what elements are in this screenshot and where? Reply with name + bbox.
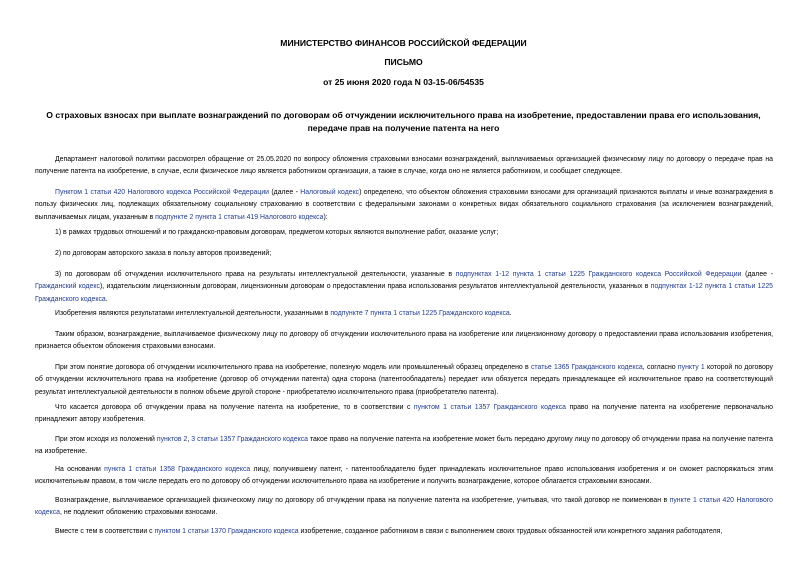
paragraph-7: Таким образом, вознаграждение, выплачиваемое физическому лицу по договору об отчуждении исключительного права на изобретение или лицензионному договору о предоставлении права использования изобретения, признается объектом обложения страховыми взносами. — [35, 331, 773, 351]
document-date-number: от 25 июня 2020 года N 03-15-06/54535 — [323, 77, 484, 87]
document-title: О страховых взносах при выплате вознаграждений по договорам об отчуждении исключительного права на изобретение, предоставлении права его использования, передаче прав на получение патента на него — [46, 110, 761, 133]
paragraph-4: 2) по договорам авторского заказа в пользу авторов произведений; — [55, 250, 272, 257]
link-art420-p1-nk[interactable]: Пунктом 1 статьи 420 Налогового кодекса Российской Федерации — [55, 189, 270, 196]
link-art1357-p1[interactable]: пунктом 1 статьи 1357 Гражданского кодекса — [413, 404, 566, 411]
paragraph-8: При этом понятие договора об отчуждении исключительного права на изобретение, полезную модель или промышленный образец определено в статье 1365 Гражданского кодекса, согласно пункту 1 которой по договору об отчуждении исключительного права на изобретение (договор об отчуждении патента) одна сторона (патентообладатель) передает или обязуется передать принадлежащее ей исключительное право на соответствующий результат интеллектуальной деятельности в полном объеме другой стороне - приобретателю исключительного права (приобретателю патента). — [35, 364, 773, 396]
paragraph-9: Что касается договора об отчуждении права на получение патента на изобретение, то в соответствии с пунктом 1 статьи 1357 Гражданского кодекса право на получение патента на изобретение первоначально принадлежит автору изобретения. — [35, 404, 773, 424]
paragraph-2: Пунктом 1 статьи 420 Налогового кодекса Российской Федерации (далее - Налоговый кодекс) определено, что объектом обложения страховыми взносами для организаций признаются выплаты и иные вознаграждения в пользу физических лиц, подлежащих обязательному социальному страхованию в соответствии с федеральными законами о конкретных видах обязательного социального страхования (за исключением вознаграждений, выплачиваемых лицам, указанным в подпункте 2 пункта 1 статьи 419 Налогового кодекса): — [35, 189, 774, 221]
link-nk[interactable]: Налоговый кодекс — [300, 189, 360, 196]
link-art1225-pp1-12[interactable]: подпунктах 1-12 пункта 1 статьи 1225 Гражданского кодекса — [35, 283, 773, 303]
link-art1225-pp1-12-gk[interactable]: подпунктах 1-12 пункта 1 статьи 1225 Гражданского кодекса Российской Федерации — [455, 271, 742, 278]
paragraph-1: Департамент налоговой политики рассмотрел обращение от 25.05.2020 по вопросу обложения страховыми взносами вознаграждений, выплачиваемых организацией физическому лицу по договору о передаче прав на получение патента на изобретение, в случае, если физическое лицо является работником организации, а также в случае, когда оно не является работником, и сообщает следующее. — [35, 156, 773, 176]
ministry-heading: МИНИСТЕРСТВО ФИНАНСОВ РОССИЙСКОЙ ФЕДЕРАЦИИ — [280, 38, 527, 48]
document-type: ПИСЬМО — [384, 57, 423, 67]
link-art1365-p1[interactable]: пункту 1 — [677, 364, 705, 371]
link-art1358-p1[interactable]: пункта 1 статьи 1358 Гражданского кодекса — [104, 466, 251, 473]
paragraph-12: Вознаграждение, выплачиваемое организацией физическому лицу по договору об отчуждении права на получение патента на изобретение, учитывая, что такой договор не поименован в пункте 1 статьи 420 Налогового кодекса, не подлежит обложению страховыми взносами. — [35, 497, 773, 517]
paragraph-6: Изобретения являются результатами интеллектуальной деятельности, указанными в подпункте 7 пункта 1 статьи 1225 Гражданского кодекса. — [55, 310, 512, 317]
paragraph-11: На основании пункта 1 статьи 1358 Гражданского кодекса лицу, получившему патент, - патентообладателю будет принадлежать исключительное право использования изобретения и он сможет распоряжаться этим исключительным правом, в том числе передать его по договору об отчуждении исключительного права на изобретение и получить вознаграждение, которое облагается страховыми взносами. — [35, 466, 773, 486]
link-art419-pp2[interactable]: подпункте 2 пункта 1 статьи 419 Налогового кодекса — [155, 213, 324, 221]
link-art1365-gk[interactable]: статье 1365 Гражданского кодекса — [530, 364, 643, 371]
paragraph-5: 3) по договорам об отчуждении исключительного права на результаты интеллектуальной деятельности, указанные в подпунктах 1-12 пункта 1 статьи 1225 Гражданского кодекса Российской Федерации (далее - Гражданский кодекс), издательским лицензионным договорам, лицензионным договорам о предоставлении права использования результатов интеллектуальной деятельности, указанных в подпунктах 1-12 пункта 1 статьи 1225 Гражданского кодекса. — [35, 271, 773, 303]
link-art1225-pp7[interactable]: подпункте 7 пункта 1 статьи 1225 Гражданского кодекса — [330, 310, 510, 317]
paragraph-3: 1) в рамках трудовых отношений и по гражданско-правовым договорам, предметом которых являются выполнение работ, оказание услуг; — [55, 229, 499, 236]
link-art1357-p2[interactable]: пунктов 2 — [156, 436, 188, 443]
paragraph-13: Вместе с тем в соответствии с пунктом 1 статьи 1370 Гражданского кодекса изобретение, созданное работником в связи с выполнением своих трудовых обязанностей или конкретного задания работодателя, — [55, 528, 723, 535]
link-gk[interactable]: Гражданский кодекс — [35, 283, 100, 291]
link-art1370-p1[interactable]: пунктом 1 статьи 1370 Гражданского кодекса — [154, 528, 299, 535]
link-art1357-p3[interactable]: 3 статьи 1357 Гражданского кодекса — [191, 436, 308, 443]
paragraph-10: При этом исходя из положений пунктов 2, 3 статьи 1357 Гражданского кодекса такое право на получение патента на изобретение может быть передано другому лицу по договору об отчуждении права на получение патента на изобретение. — [35, 436, 773, 456]
link-art420-p1[interactable]: пункте 1 статьи 420 Налогового кодекса — [35, 497, 773, 517]
